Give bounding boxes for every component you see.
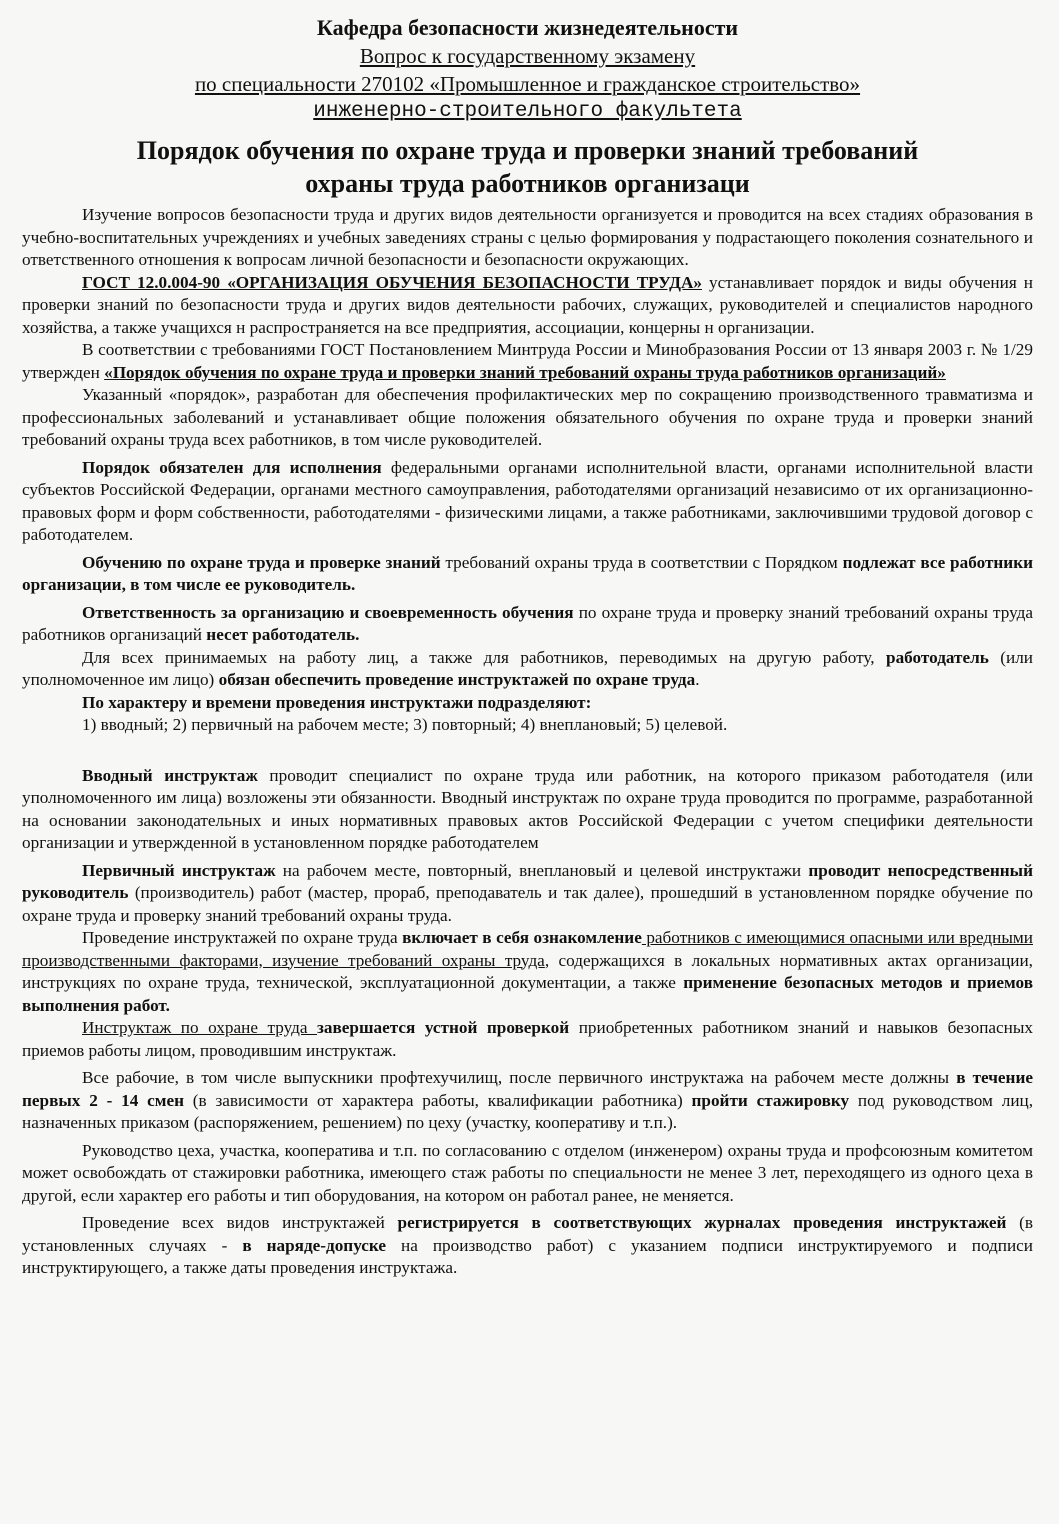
order-title: «Порядок обучения по охране труда и проверки знаний требований охраны труда работников организаций» <box>104 362 946 382</box>
paragraph-text: под руководством лиц, назначенных приказом (распоряжением, решением) по цеху (участку, кооперативу и т.п.). <box>22 1090 1034 1132</box>
paragraph-text: , содержащихся в локальных нормативных актах организации, инструкциях по охране труда, технической, эксплуатационной документации, а также <box>22 950 1033 992</box>
paragraph-primary <box>22 860 1033 928</box>
bold-phrase: несет работодатель. <box>206 625 360 644</box>
bold-phrase: регистрируется в соответствующих журналах проведения инструктажей <box>397 1213 1007 1232</box>
bold-phrase: проводит непосредственный руководитель <box>22 860 1033 902</box>
paragraph-text: . <box>695 670 700 689</box>
bold-phrase: Первичный инструктаж <box>82 860 276 880</box>
bold-phrase: подлежат все работники организации, в том числе ее руководитель. <box>22 552 1034 594</box>
bold-phrase: Порядок обязателен для исполнения <box>82 457 382 477</box>
paragraph-gost <box>22 272 1033 340</box>
bold-phrase: Обучению по охране труда и проверке знаний <box>82 552 441 572</box>
document-header <box>22 14 1033 126</box>
bold-phrase: Вводный инструктаж <box>82 765 258 785</box>
document-body <box>22 204 1033 1280</box>
bold-phrase: включает в себя ознакомление <box>402 928 642 947</box>
paragraph-purpose: Указанный «порядок», разработан для обеспечения профилактических мер по сокращению производственного травматизма и профессиональных заболеваний и устанавливает общие положения обязательного обучения по охране труда и проверки знаний требований охраны труда всех работников, в том числе руководителей. <box>22 385 1033 449</box>
instruction-types-list: 1) вводный; 2) первичный на рабочем месте; 3) повторный; 4) внеплановый; 5) целевой. <box>82 715 728 734</box>
bold-phrase: пройти стажировку <box>691 1090 850 1110</box>
bold-phrase: в течение первых 2 - 14 смен <box>22 1068 1033 1110</box>
title-line-2: охраны труда работников организаци <box>305 169 750 198</box>
faculty-line: инженерно-строительного факультета <box>313 100 742 123</box>
paragraph-employer-duty <box>22 647 1033 692</box>
paragraph-text: федеральными органами исполнительной власти, органами исполнительной власти субъектов Российской Федерации, органами местного самоуправления, работодателями организаций независимо от их организационно-правовых форм и форм собственности, работодателями - физическими лицами, а также работниками, заключившими трудовой договор с работодателем. <box>22 457 1033 544</box>
paragraph-text: на рабочем месте, повторный, внеплановый и целевой инструктажи <box>275 860 809 880</box>
bold-phrase: По характеру и времени проведения инструктажи подразделяют: <box>82 692 592 712</box>
bold-phrase: применение безопасных методов и приемов выполнения работ. <box>22 973 1033 1015</box>
paragraph-text: по охране труда и проверку знаний требований охраны труда работников организаций <box>22 602 1033 644</box>
underlined-phrase: Инструктаж по охране труда <box>82 1018 317 1037</box>
paragraph-text: устанавливает порядок и виды обучения н проверки знаний по безопасности труда и других видов деятельности рабочих, служащих, руководителей и специалистов народного хозяйства, а также учащихся н распространяется на все предприятия, ассоциации, концерны н организации. <box>22 272 1033 337</box>
paragraph-text: Все рабочие, в том числе выпускники профтехучилищ, после первичного инструктажа на рабочем месте должны <box>82 1068 957 1087</box>
paragraph-content <box>22 927 1033 1017</box>
paragraph-text: (или уполномоченное им лицо) <box>22 647 1033 689</box>
paragraph-text: приобретенных работником знаний и навыков безопасных приемов работы лицом, проводившим инструктаж. <box>22 1018 1034 1060</box>
paragraph-text: (производитель) работ (мастер, прораб, преподаватель и так далее), прошедший в установленном порядке обучение по охране труда и проверку знаний требований охраны труда. <box>22 883 1033 925</box>
paragraph-text: Проведение инструктажей по охране труда <box>82 928 403 947</box>
gost-reference: ГОСТ 12.0.004-90 «ОРГАНИЗАЦИЯ ОБУЧЕНИЯ БЕЗОПАСНОСТИ ТРУДА» <box>82 272 702 292</box>
specialty-line: по специальности 270102 «Промышленное и гражданское строительство» <box>194 72 861 96</box>
paragraph-training <box>22 552 1033 597</box>
paragraph-classification <box>22 692 1033 715</box>
document-title <box>22 134 1033 200</box>
paragraph-completion <box>22 1017 1033 1062</box>
bold-phrase: в наряде-допуске <box>242 1235 387 1255</box>
paragraph-text: (в зависимости от характера работы, квалификации работника) <box>184 1090 692 1110</box>
bold-phrase: работодатель <box>886 647 989 667</box>
paragraph-mandatory <box>22 457 1033 547</box>
paragraph-text: Для всех принимаемых на работу лиц, а также для работников, переводимых на другую работу, <box>82 647 887 667</box>
paragraph-registration <box>22 1212 1033 1280</box>
paragraph-text: В соответствии с требованиями ГОСТ Постановлением Минтруда России и Минобразования России от 13 января 2003 г. № 1/29 утвержден <box>22 340 1033 382</box>
title-line-1: Порядок обучения по охране труда и проверки знаний требований <box>136 136 919 165</box>
paragraph-exemption: Руководство цеха, участка, кооператива и т.п. по согласованию с отделом (инженером) охраны труда и профсоюзным комитетом может освобождать от стажировки работника, имеющего стаж работы по специальности не менее 3 лет, переходящего из одного цеха в другой, если характер его работы и тип оборудования, на котором он работал ранее, не меняется. <box>22 1140 1033 1205</box>
bold-phrase: Ответственность за организацию и своевременность обучения <box>82 602 574 622</box>
bold-phrase: обязан обеспечить проведение инструктажей по охране труда <box>218 670 696 689</box>
paragraph-order <box>22 339 1033 384</box>
paragraph-text: проводит специалист по охране труда или работник, на которого приказом работодателя (или уполномоченного им лица) возложены эти обязанности. Вводный инструктаж по охране труда проводится по программе, разработанной на основании законодательных и иных нормативных правовых актов Российской Федерации с учетом специфики деятельности организации и утвержденной в установленном порядке работодателем <box>22 765 1033 852</box>
exam-question-line: Вопрос к государственному экзамену <box>359 44 696 68</box>
paragraph-text: требований охраны труда в соответствии с Порядком <box>440 552 843 572</box>
paragraph-text: (в установленных случаях - <box>22 1213 1034 1255</box>
paragraph-internship <box>22 1067 1033 1135</box>
department-name: Кафедра безопасности жизнедеятельности <box>316 15 739 40</box>
paragraph-text: на производство работ) с указанием подписи инструктируемого и подписи инструктирующего, а также даты проведения инструктажа. <box>22 1235 1034 1277</box>
paragraph-responsibility <box>22 602 1033 647</box>
paragraph-text: Проведение всех видов инструктажей <box>82 1213 398 1232</box>
paragraph-intro: Изучение вопросов безопасности труда и других видов деятельности организуется и проводится на всех стадиях образования в учебно-воспитательных учреждениях и учебных заведениях страны с целью формирования у подрастающего поколения сознательного и ответственного отношения к вопросам личной безопасности и безопасности окружающих. <box>22 205 1033 269</box>
underlined-phrase: работников с имеющимися опасными или вредными производственными факторами, изучение требований охраны труда <box>22 928 1033 970</box>
paragraph-introductory <box>22 765 1033 855</box>
bold-phrase: завершается устной проверкой <box>317 1018 570 1037</box>
